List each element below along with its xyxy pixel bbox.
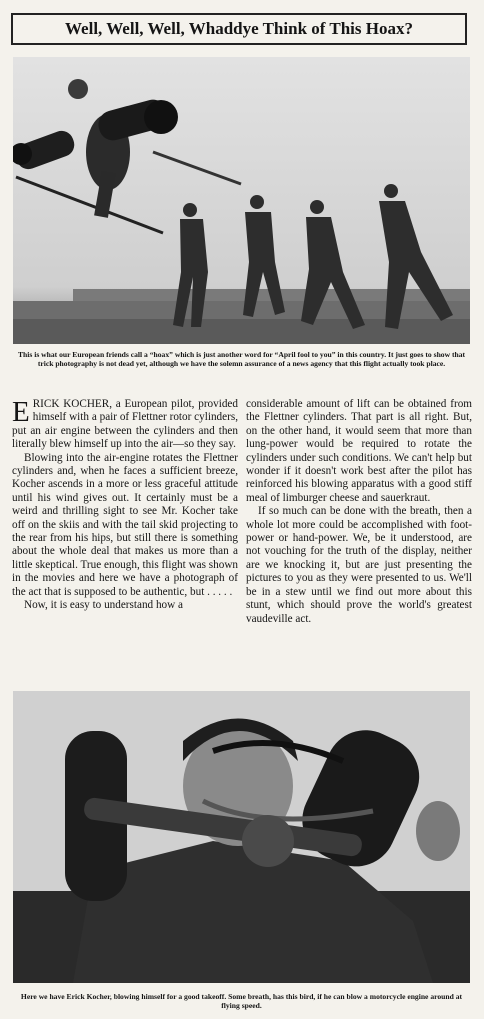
paragraph: considerable amount of lift can be obtained from the Flettner cylinders. That part is all right. But, on the other hand, it would seem that more than lung-power would be required to rotate the cylinders under such conditions. We can't help but wonder if it doesn't work best after the pilot has reinforced his blowing apparatus with a good stiff meal of limburger cheese and sauerkraut. [246,398,472,504]
drop-cap: E [12,396,30,428]
paragraph: Now, it is easy to understand how a [24,599,183,612]
paragraph: Blowing into the air-engine rotates the Flettner cylinders and, when he faces a sufficient breeze, Kocher ascends in a more or less graceful attitude until his wind gives out. It certainly must be a weird and thrilling sight to see Mr. Kocher take off on the skiis and with the tail skid projecting to the rear from his hips, but still there is something about the whole deal that makes us more than a little skeptical. True enough, this flight was shown in the movies and here we have a photograph of the act that is supposed to be authentic, but . . . . . [12,451,238,598]
paragraph: If so much can be done with the breath, then a whole lot more could be accomplished with foot-power or hand-power. We, be it understood, are not vouching for the truth of the display, neither are we knocking it, but are just presenting the pictures to you as they were presented to us. We'll be in a stew until we find out more about this stunt, which should prove the world's greatest vaudeville act. [246,505,472,625]
photo1-caption: This is what our European friends call a “hoax” which is just another word for “April fool to you” in this country. It just goes to show that trick photography is not dead yet, although we have the solemn assurance of a news agency that this flight actually took place. [17,350,466,368]
article-column-left [12,398,238,613]
photo-flying-pilot [13,57,470,344]
photo2-caption: Here we have Erick Kocher, blowing himself for a good takeoff. Some breath, has this bird, if he can blow a motorcycle engine around at flying speed. [20,992,463,1010]
paragraph: ERICK KOCHER, a European pilot, provided himself with a pair of Flettner rotor cylinders, put an air engine between the cylinders and then literally blew himself up into the air—so they say. [12,396,238,451]
article-column-right [246,398,472,626]
photo-pilot-closeup [13,691,470,983]
article-title: Well, Well, Well, Whaddye Think of This Hoax? [11,13,467,45]
